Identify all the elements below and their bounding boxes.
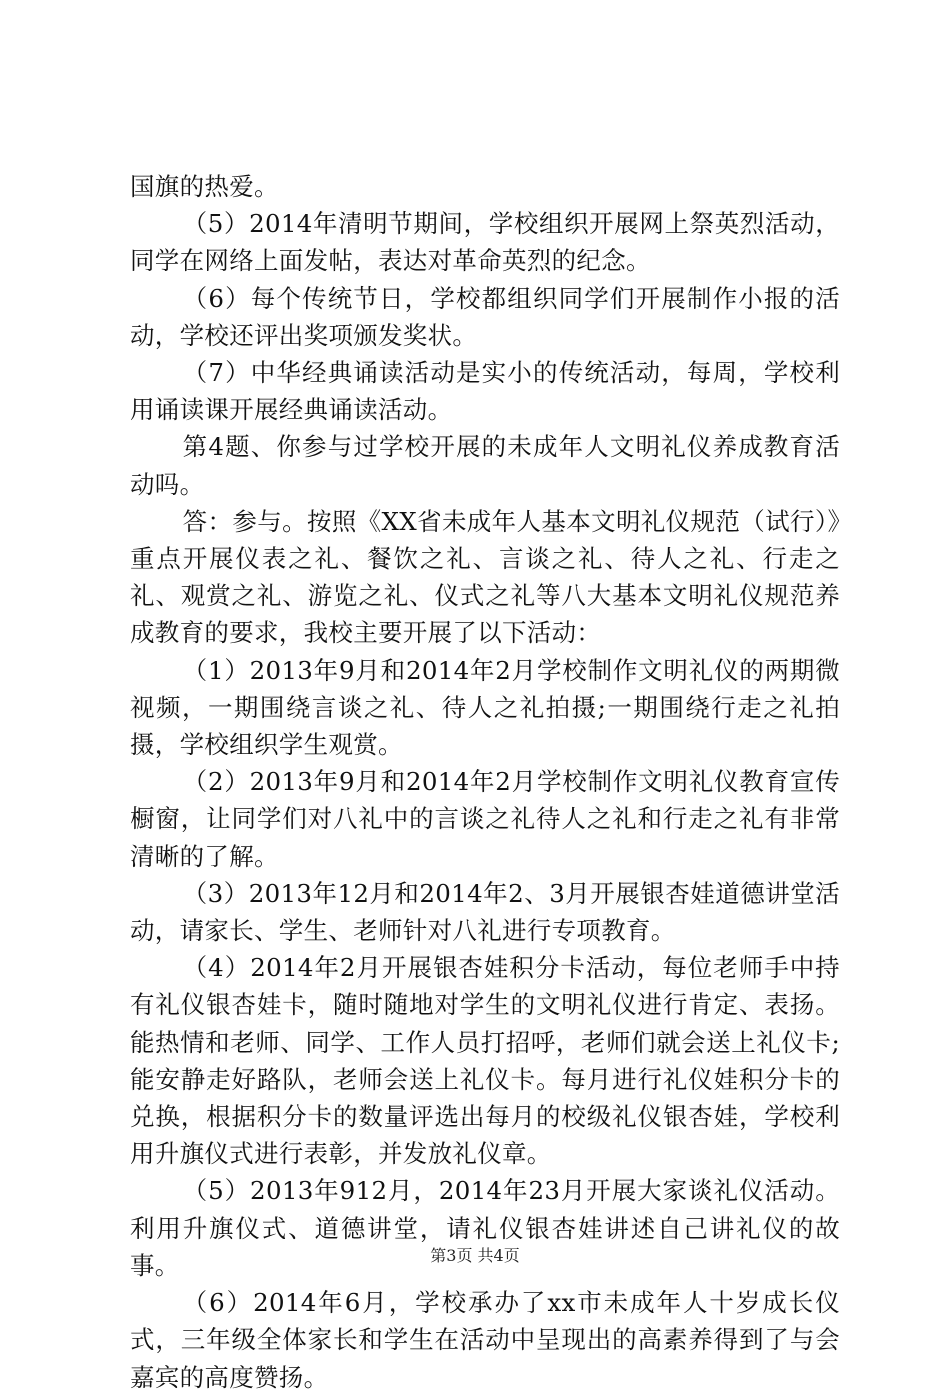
question-heading: 第4题、你参与过学校开展的未成年人文明礼仪养成教育活动吗。 <box>130 432 840 499</box>
paragraph-4: （7）中华经典诵读活动是实小的传统活动，每周，学校利用诵读课开展经典诵读活动。 <box>130 358 840 425</box>
activity-item-2: （2）2013年9月和2014年2月学校制作文明礼仪教育宣传橱窗，让同学们对八礼中的言谈之礼待人之礼和行走之礼有非常清晰的了解。 <box>130 767 840 871</box>
paragraph-1: 国旗的热爱。 <box>130 172 279 201</box>
page-number-label: 第3页 共4页 <box>430 1246 520 1265</box>
activity-item-5: （5）2013年912月，2014年23月开展大家谈礼仪活动。利用升旗仪式、道德讲堂，请礼仪银杏娃讲述自己讲礼仪的故事。 <box>130 1176 840 1280</box>
answer-intro: 答：参与。按照《XX省未成年人基本文明礼仪规范（试行）》重点开展仪表之礼、餐饮之礼、言谈之礼、待人之礼、行走之礼、观赏之礼、游览之礼、仪式之礼等八大基本文明礼仪规范养成教育的要求，我校主要开展了以下活动： <box>130 506 840 648</box>
activity-item-1: （1）2013年9月和2014年2月学校制作文明礼仪的两期微视频，一期围绕言谈之礼、待人之礼拍摄;一期围绕行走之礼拍摄，学校组织学生观赏。 <box>130 655 840 760</box>
paragraph-2: （5）2014年清明节期间，学校组织开展网上祭英烈活动，同学在网络上面发帖，表达对革命英烈的纪念。 <box>130 209 840 276</box>
activity-item-4: （4）2014年2月开展银杏娃积分卡活动，每位老师手中持有礼仪银杏娃卡，随时随地对学生的文明礼仪进行肯定、表扬。能热情和老师、同学、工作人员打招呼，老师们就会送上礼仪卡;能安静走好路队，老师会送上礼仪卡。每月进行礼仪娃积分卡的兑换，根据积分卡的数量评选出每月的校级礼仪银杏娃，学校利用升旗仪式进行表彰，并发放礼仪章。 <box>130 953 840 1169</box>
document-body <box>130 168 840 1396</box>
activity-item-3: （3）2013年12月和2014年2、3月开展银杏娃道德讲堂活动，请家长、学生、老师针对八礼进行专项教育。 <box>130 878 840 946</box>
page-footer <box>0 1246 950 1266</box>
paragraph-3: （6）每个传统节日，学校都组织同学们开展制作小报的活动，学校还评出奖项颁发奖状。 <box>130 283 840 350</box>
activity-item-6: （6）2014年6月，学校承办了xx市未成年人十岁成长仪式，三年级全体家长和学生在活动中呈现出的高素养得到了与会嘉宾的高度赞扬。 <box>130 1288 840 1392</box>
